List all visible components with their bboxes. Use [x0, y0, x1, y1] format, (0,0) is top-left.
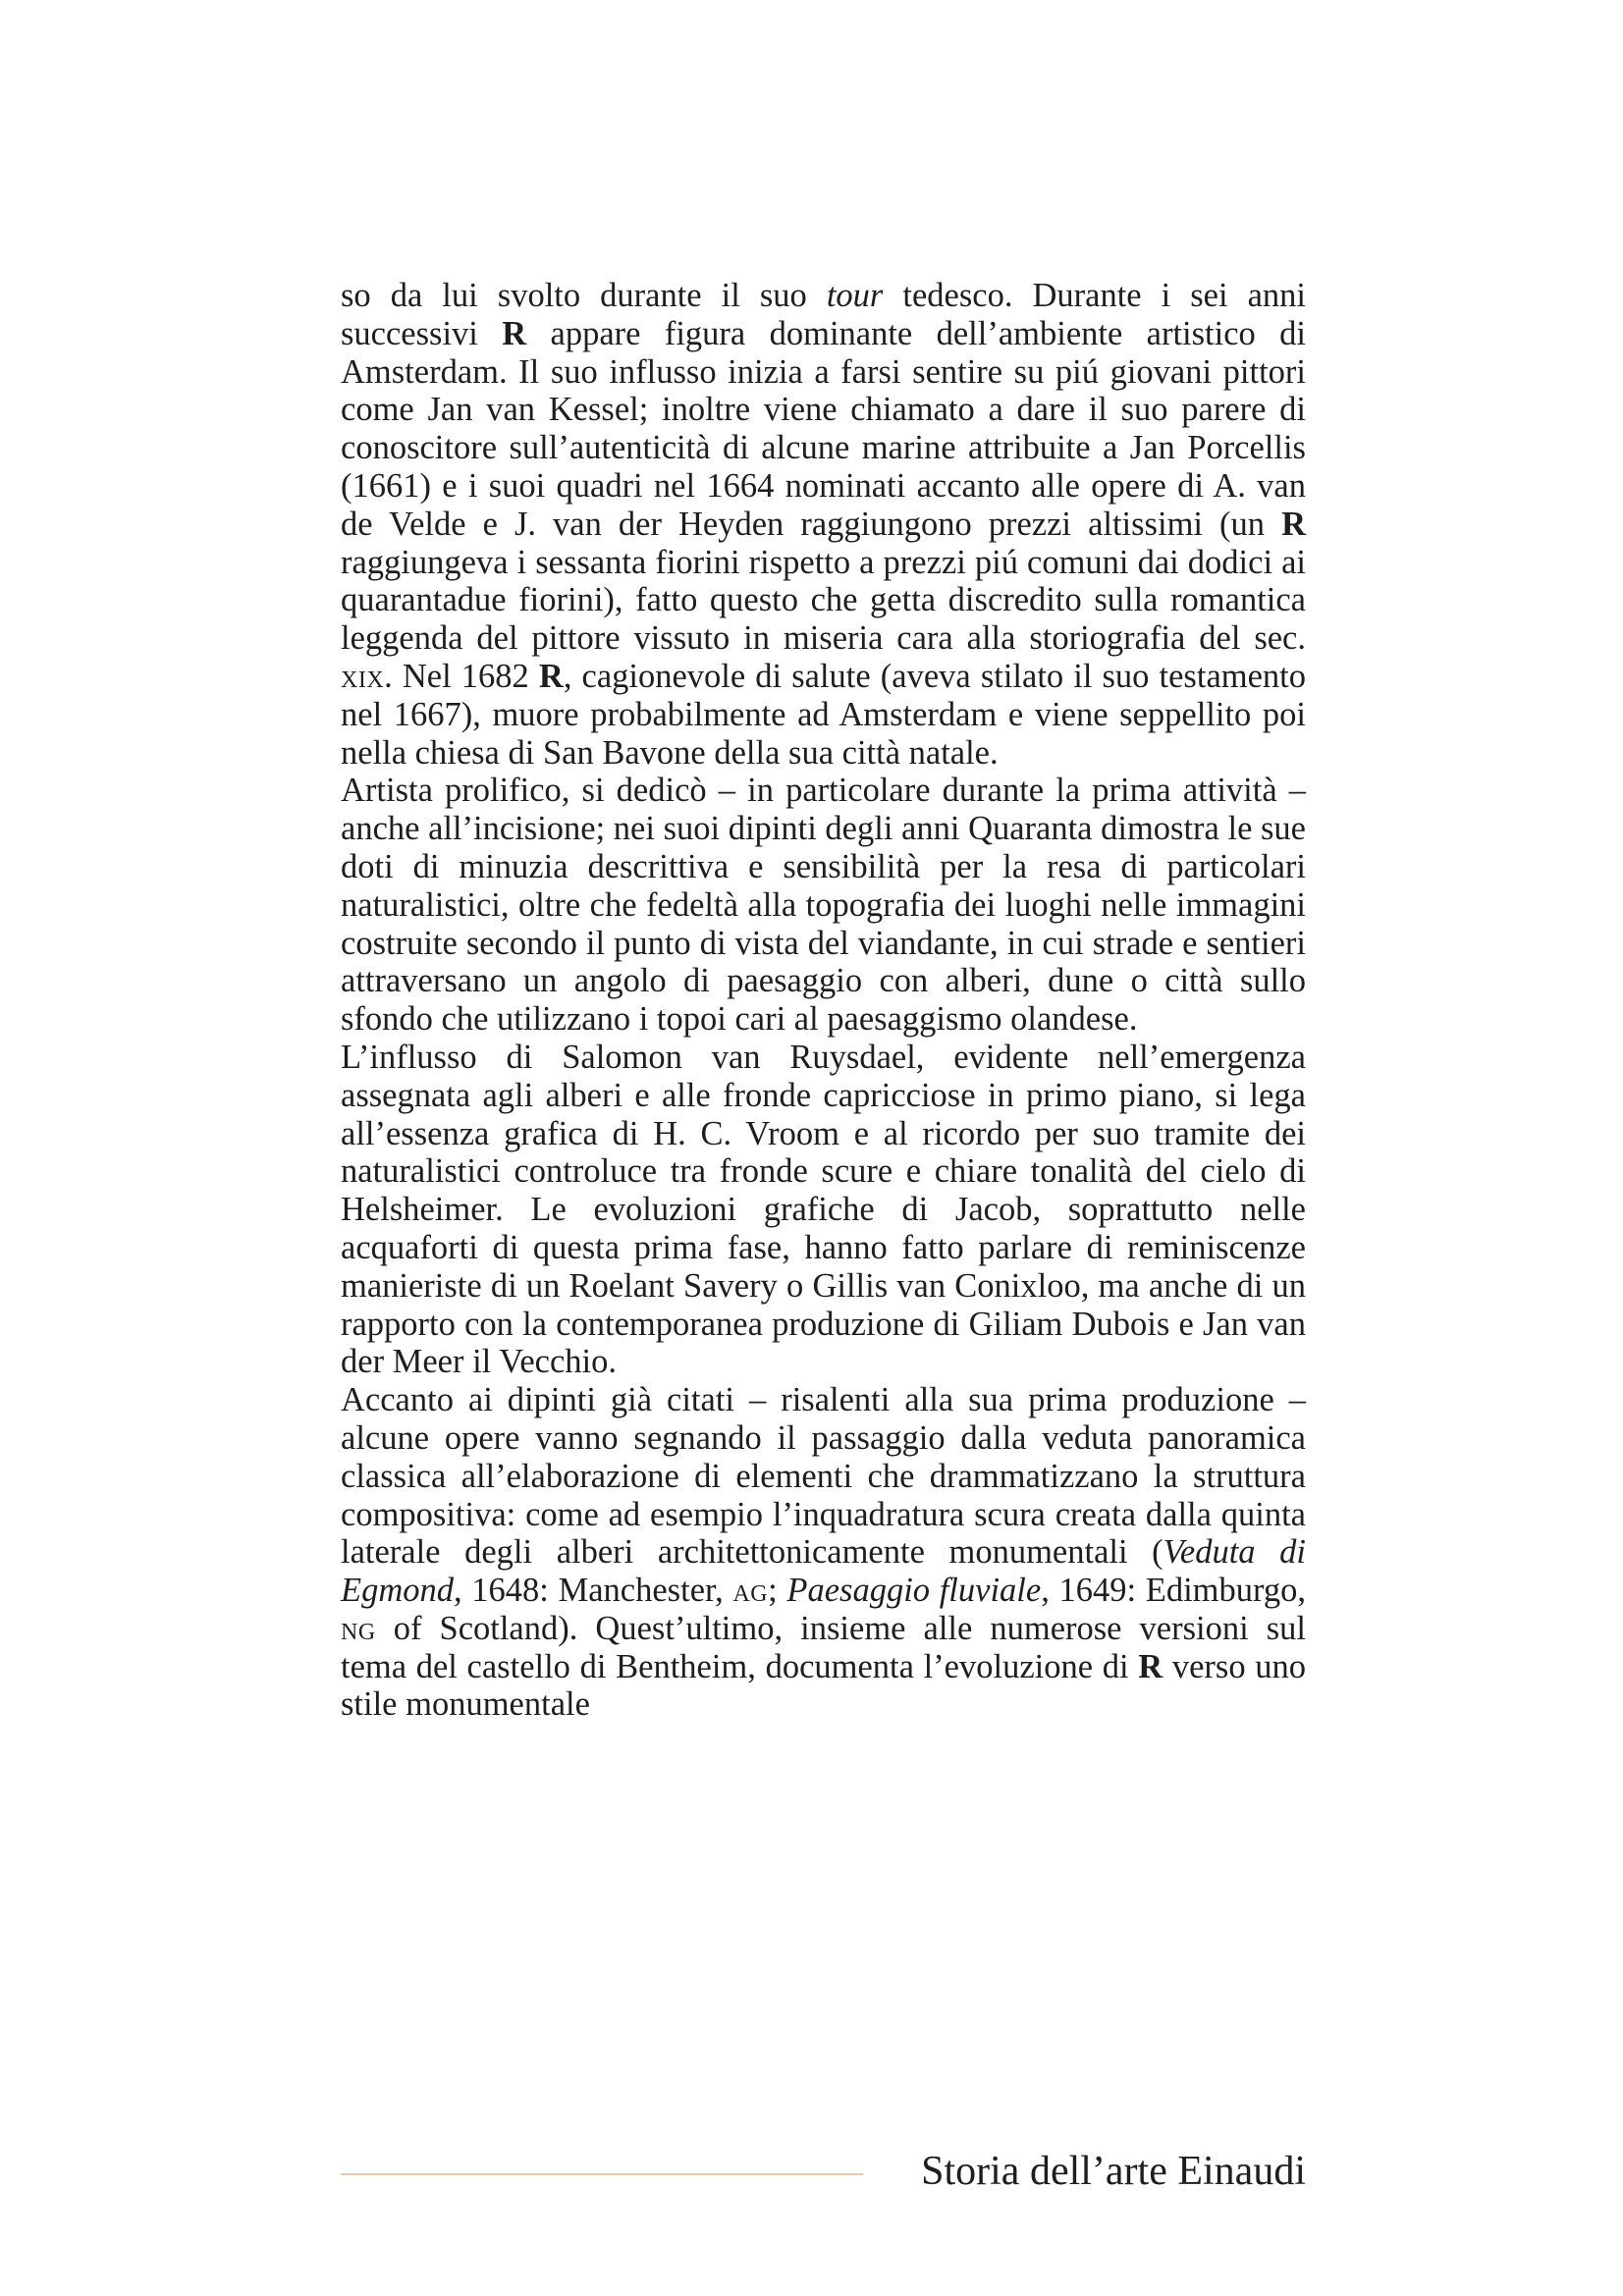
artwork-title: Veduta di Egmond — [341, 1533, 1307, 1610]
text-run: so da lui svolto durante il suo — [341, 277, 827, 314]
subject-initial: R — [1138, 1647, 1163, 1685]
text-run: raggiungeva i sessanta fiorini rispetto a prezzi piú comuni dai dodici ai quarantadue fiorini), fatto questo che getta discredito sulla romantica leggenda del pittore vissuto in miseria cara alla storiografia del sec. — [341, 543, 1306, 658]
text-run: L’influsso di Salomon van Ruysdael, evidente nell’emergenza assegnata agli alberi e alle fronde capricciose in primo piano, si lega all’essenza grafica di H. C. Vroom e al ricordo per suo tramite dei naturalistici controluce tra fronde scure e chiare tonalità del cielo di Helsheimer. Le evoluzioni grafiche di Jacob, soprattutto nelle acquaforti di questa prima fase, hanno fatto parlare di reminiscenze manieriste di un Roelant Savery o Gillis van Conixloo, ma anche di un rapporto con la contemporanea produzione di Giliam Dubois e Jan van der Meer il Vecchio. — [341, 1038, 1306, 1381]
paragraph-3 — [341, 1039, 1306, 1381]
text-run: , 1649: Edimburgo, — [1041, 1572, 1306, 1610]
museum-abbreviation: ng — [341, 1609, 376, 1647]
text-run: . Nel 1682 — [384, 657, 539, 695]
text-run: ; — [768, 1572, 787, 1610]
subject-initial: R — [1281, 505, 1306, 543]
subject-initial: R — [538, 657, 564, 695]
paragraph-2 — [341, 772, 1306, 1039]
body-text — [341, 277, 1306, 1724]
text-run: , cagionevole di salute (aveva stilato il suo testamento nel 1667), muore probabilmente ad Amsterdam e viene seppellito poi nella chiesa di San Bavone della sua città natale. — [341, 657, 1306, 772]
italic-term: tour — [826, 277, 884, 314]
museum-abbreviation: ag — [732, 1572, 769, 1610]
footer-rule — [341, 2173, 863, 2175]
text-run: tedesco. Durante i sei anni successivi — [341, 277, 1306, 352]
text-run: appare figura dominante dell’ambiente artistico di Amsterdam. Il suo influsso inizia a farsi sentire su piú giovani pittori come Jan van Kessel; inoltre viene chiamato a dare il suo parere di conoscitore sull’autenticità di alcune marine attribuite a Jan Porcellis (1661) e i suoi quadri nel 1664 nominati accanto alle opere di A. van de Velde e J. van der Heyden raggiungono prezzi altissimi (un — [341, 314, 1306, 543]
subject-initial: R — [502, 314, 527, 352]
text-run: Artista prolifico, si dedicò – in particolare durante la prima attività – anche all’incisione; nei suoi dipinti degli anni Quaranta dimostra le sue doti di minuzia descrittiva e sensibilità per la resa di particolari naturalistici, oltre che fedeltà alla topografia dei luoghi nelle immagini costruite secondo il punto di vista del viandante, in cui strade e sentieri attraversano un angolo di paesaggio con alberi, dune o città sullo sfondo che utilizzano i topoi cari al paesaggismo olandese. — [341, 772, 1306, 1039]
text-run: Accanto ai dipinti già citati – risalenti alla sua prima produzione – alcune opere vanno segnando il passaggio dalla veduta panoramica classica all’elaborazione di elementi che drammatizzano la struttura compositiva: come ad esempio l’inquadratura scura creata dalla quinta laterale degli alberi architettonicamente monumentali ( — [341, 1381, 1306, 1572]
text-run: verso uno stile monumentale — [341, 1647, 1306, 1724]
text-run: , 1648: Manchester, — [454, 1572, 733, 1610]
paragraph-1 — [341, 277, 1306, 772]
paragraph-4 — [341, 1381, 1306, 1724]
artwork-title: Paesaggio fluviale — [786, 1572, 1042, 1610]
text-run: of Scotland). Quest’ultimo, insieme alle numerose versioni sul tema del castello di Bentheim, documenta l’evoluzione di — [341, 1609, 1306, 1685]
century-numeral: xix — [341, 657, 385, 695]
footer-series-title: Storia dell’arte Einaudi — [921, 2149, 1306, 2194]
